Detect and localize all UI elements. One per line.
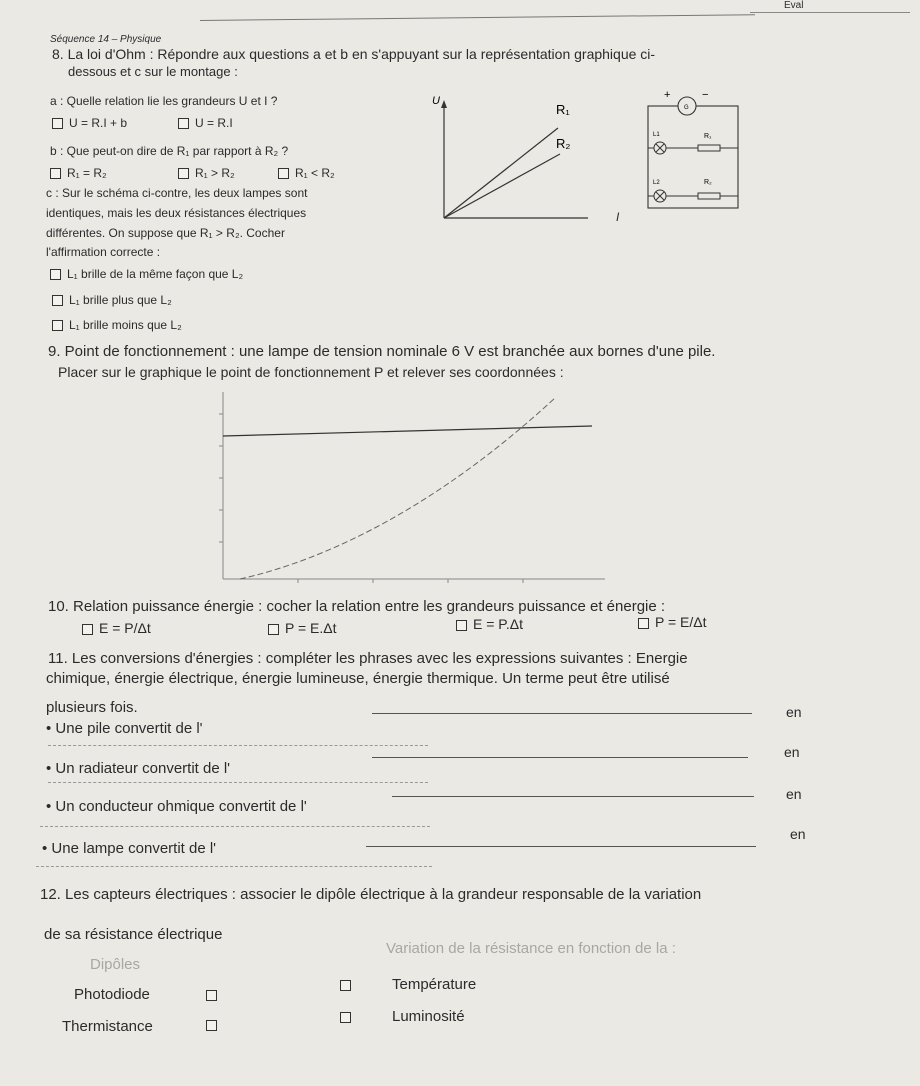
line-r2 xyxy=(444,154,560,218)
sequence-label: Séquence 14 – Physique xyxy=(50,34,162,45)
u-label: U xyxy=(432,95,440,107)
q12-line1: 12. Les capteurs électriques : associer le dipôle électrique à la grandeur responsable de la variation xyxy=(40,886,702,903)
q8c-line1: c : Sur le schéma ci-contre, les deux lampes sont xyxy=(46,186,308,200)
circuit-diagram xyxy=(636,84,756,214)
horizontal-6v-line xyxy=(223,426,592,436)
q11-blank-4a[interactable] xyxy=(366,846,756,847)
checkbox[interactable] xyxy=(52,118,63,129)
q12-right-2: Luminosité xyxy=(392,1008,465,1025)
operating-graph[interactable] xyxy=(210,384,610,594)
q10-option-3[interactable]: E = P.Δt xyxy=(456,616,523,632)
l2-label: L2 xyxy=(653,180,660,186)
q11-sentence-4: • Une lampe convertit de l' xyxy=(42,840,217,857)
q11-sentence-3: • Un conducteur ohmique convertit de l' xyxy=(46,798,307,815)
q12-left-1: Photodiode xyxy=(74,986,150,1003)
r1-label: R₁ xyxy=(556,102,570,117)
q8b-question: b : Que peut-on dire de R₁ par rapport à R₂ ? xyxy=(50,144,289,158)
q12-right-1: Température xyxy=(392,976,477,993)
q11-en-2: en xyxy=(784,744,800,760)
header-rule xyxy=(750,12,910,13)
header-line xyxy=(200,14,755,21)
lamp-characteristic-curve xyxy=(240,398,555,579)
eval-label: Eval xyxy=(784,0,804,11)
q8c-line3: différentes. On suppose que R₁ > R₂. Cocher xyxy=(46,226,285,240)
q9-line1: 9. Point de fonctionnement : une lampe de tension nominale 6 V est branchée aux bornes d'une pile. xyxy=(48,343,716,360)
q8a-option-1[interactable]: U = R.I + b xyxy=(52,116,127,130)
q11-blank-4b[interactable] xyxy=(36,866,432,867)
q8c-line4: l'affirmation correcte : xyxy=(46,245,161,259)
checkbox[interactable] xyxy=(178,168,189,179)
q11-sentence-1: • Une pile convertit de l' xyxy=(46,720,203,737)
q12-left-2: Thermistance xyxy=(62,1018,153,1035)
q8-title-line1: 8. La loi d'Ohm : Répondre aux questions a et b en s'appuyant sur la représentation graphique ci- xyxy=(52,46,656,62)
q11-line2: chimique, énergie électrique, énergie lumineuse, énergie thermique. Un terme peut être utilisé xyxy=(46,670,670,687)
checkbox[interactable] xyxy=(52,295,63,306)
q8b-option-1[interactable]: R₁ = R₂ xyxy=(50,166,107,180)
u-axis-arrow xyxy=(441,100,447,108)
q11-blank-2a[interactable] xyxy=(372,757,748,758)
q8c-line2: identiques, mais les deux résistances électriques xyxy=(46,206,307,220)
minus-label: − xyxy=(702,89,709,101)
checkbox[interactable] xyxy=(278,168,289,179)
q8a-question: a : Quelle relation lie les grandeurs U et I ? xyxy=(50,94,278,108)
ohm-graph xyxy=(420,88,590,238)
checkbox[interactable] xyxy=(268,624,279,635)
q11-en-4: en xyxy=(790,826,806,842)
q12-line2: de sa résistance électrique xyxy=(44,926,223,943)
q8a-option-2[interactable]: U = R.I xyxy=(178,116,233,130)
r2-circuit-label: R₂ xyxy=(704,179,712,186)
q11-en-3: en xyxy=(786,786,802,802)
checkbox[interactable] xyxy=(456,620,467,631)
q11-blank-1b[interactable] xyxy=(48,745,428,746)
resistor-r1 xyxy=(698,145,720,151)
q8c-option-1[interactable]: L₁ brille de la même façon que L₂ xyxy=(50,267,243,281)
generator-label: G xyxy=(684,105,689,111)
r2-label: R₂ xyxy=(556,136,571,151)
q12-right-1-box[interactable] xyxy=(340,980,351,991)
plus-label: + xyxy=(664,89,671,101)
checkbox[interactable] xyxy=(638,618,649,629)
q12-left-1-box[interactable] xyxy=(206,990,217,1001)
q12-left-2-box[interactable] xyxy=(206,1020,217,1031)
q11-blank-3a[interactable] xyxy=(392,796,754,797)
q10-title: 10. Relation puissance énergie : cocher la relation entre les grandeurs puissance et énergie : xyxy=(48,598,666,615)
checkbox[interactable] xyxy=(50,168,61,179)
line-r1 xyxy=(444,128,558,218)
q12-col-left: Dipôles xyxy=(90,956,141,973)
q11-line3: plusieurs fois. xyxy=(46,699,138,716)
q8c-option-3[interactable]: L₁ brille moins que L₂ xyxy=(52,318,182,332)
q11-blank-2b[interactable] xyxy=(48,782,428,783)
q10-option-2[interactable]: P = E.Δt xyxy=(268,620,337,636)
q8c-option-2[interactable]: L₁ brille plus que L₂ xyxy=(52,293,172,307)
q12-right-2-box[interactable] xyxy=(340,1012,351,1023)
q8b-option-3[interactable]: R₁ < R₂ xyxy=(278,166,335,180)
checkbox[interactable] xyxy=(52,320,63,331)
checkbox[interactable] xyxy=(82,624,93,635)
y-ticks xyxy=(219,414,223,542)
q10-option-1[interactable]: E = P/Δt xyxy=(82,620,151,636)
q11-sentence-2: • Un radiateur convertit de l' xyxy=(46,760,231,777)
q11-blank-3b[interactable] xyxy=(40,826,430,827)
q12-col-right: Variation de la résistance en fonction de la : xyxy=(386,940,676,957)
q9-line2: Placer sur le graphique le point de fonctionnement P et relever ses coordonnées : xyxy=(58,364,564,380)
graph-i-label: I xyxy=(616,210,620,224)
resistor-r2 xyxy=(698,193,720,199)
q11-line1: 11. Les conversions d'énergies : compléter les phrases avec les expressions suivantes : Energie xyxy=(48,650,688,667)
checkbox[interactable] xyxy=(178,118,189,129)
q10-option-4[interactable]: P = E/Δt xyxy=(638,614,707,630)
q11-blank-1a[interactable] xyxy=(372,713,752,714)
q11-en-1: en xyxy=(786,704,802,720)
q8-title-line2: dessous et c sur le montage : xyxy=(68,64,238,79)
q8b-option-2[interactable]: R₁ > R₂ xyxy=(178,166,235,180)
x-ticks xyxy=(298,579,523,583)
r1-circuit-label: R₁ xyxy=(704,133,712,140)
checkbox[interactable] xyxy=(50,269,61,280)
l1-label: L1 xyxy=(653,132,660,138)
